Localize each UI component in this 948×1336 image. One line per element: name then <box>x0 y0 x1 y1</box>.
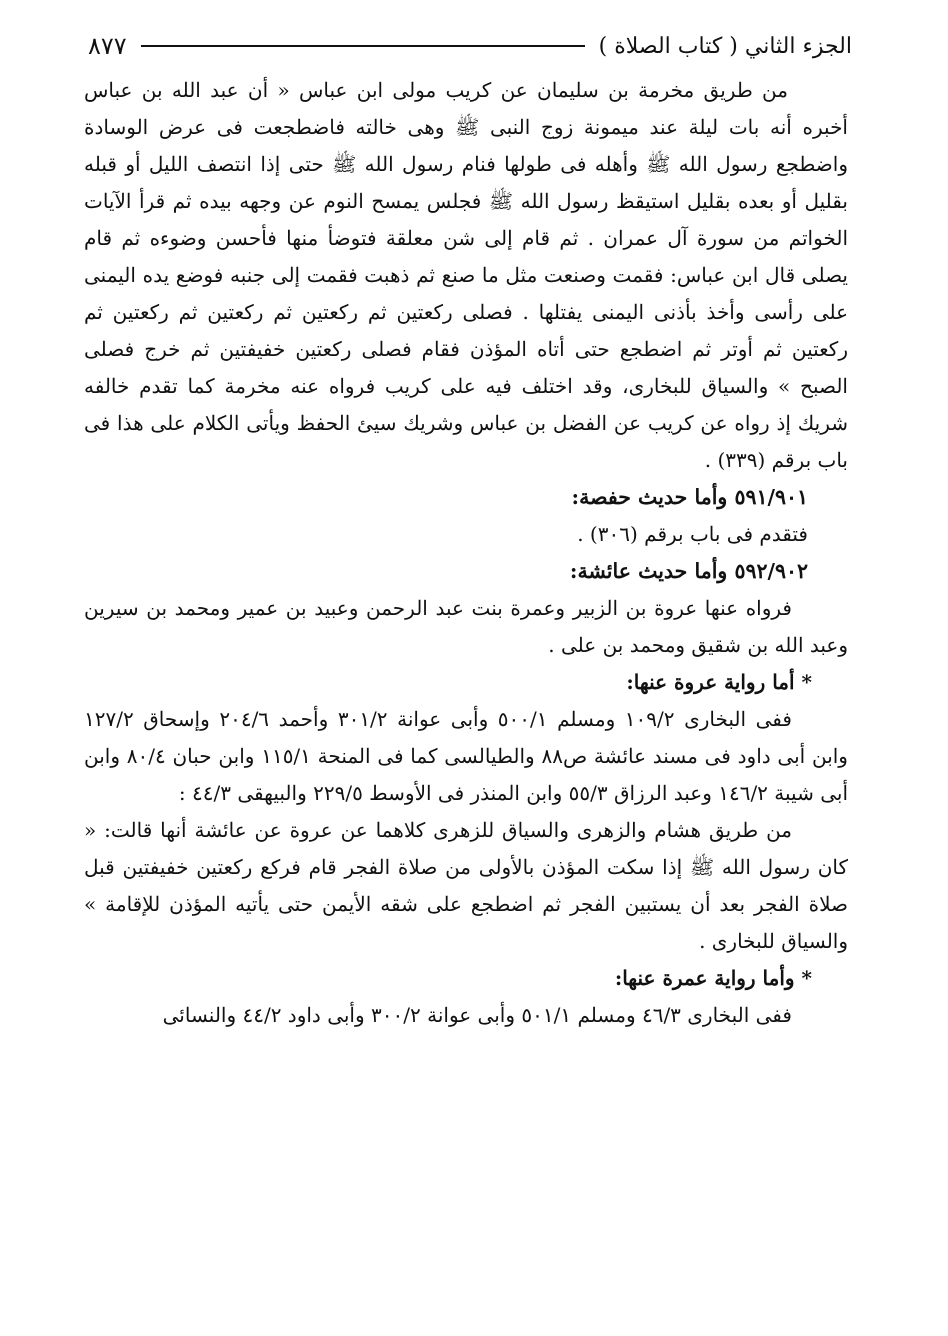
paragraph-urwa-text: من طريق هشام والزهرى والسياق للزهرى كلاهما عن عروة عن عائشة أنها قالت: « كان رسول الله ﷺ إذا سكت المؤذن بالأولى من صلاة الفجر قام فركع ركعتين خفيفتين قبل صلاة الفجر بعد أن يستبين الفجر ثم اضطجع على شقه الأيمن حتى يأتيه المؤذن للإقامة » والسياق للبخارى . <box>84 818 848 953</box>
paragraph-aisha-narrators: فرواه عنها عروة بن الزبير وعمرة بنت عبد الرحمن وعبيد بن عمير ومحمد بن سيرين وعبد الله بن شقيق ومحمد بن على . <box>84 596 848 657</box>
heading-hafsa: ٥٩١/٩٠١ وأما حديث حفصة: <box>571 485 808 509</box>
page-body <box>84 72 848 1034</box>
paragraph-amra-sources: ففى البخارى ٤٦/٣ ومسلم ٥٠١/١ وأبى عوانة ٣٠٠/٢ وأبى داود ٤٤/٢ والنسائى <box>162 1003 792 1027</box>
heading-urwa: * أما رواية عروة عنها: <box>626 670 812 694</box>
paragraph-hadith-ibn-abbas: من طريق مخرمة بن سليمان عن كريب مولى ابن عباس « أن عبد الله بن عباس أخبره أنه بات ليلة عند ميمونة زوج النبى ﷺ وهى خالته فاضطجعت فى عرض الوسادة واضطجع رسول الله ﷺ وأهله فى طولها فنام رسول الله ﷺ حتى إذا انتصف الليل أو قبله بقليل أو بعده بقليل استيقظ رسول الله ﷺ فجلس يمسح النوم عن وجهه بيده ثم قرأ الآيات الخواتم من سورة آل عمران . ثم قام إلى شن معلقة فتوضأ منها فأحسن وضوءه ثم قام يصلى قال ابن عباس: فقمت وصنعت مثل ما صنع ثم ذهبت فقمت إلى جنبه فوضع يده اليمنى على رأسى وأخذ بأذنى اليمنى يفتلها . فصلى ركعتين ثم ركعتين ثم ركعتين ثم ركعتين ثم ركعتين ثم أوتر ثم اضطجع حتى أتاه المؤذن فقام فصلى ركعتين خفيفتين ثم خرج فصلى الصبح » والسياق للبخارى، وقد اختلف فيه على كريب فرواه عنه مخرمة كما تقدم خالفه شريك إذ رواه عن كريب عن الفضل بن عباس وشريك سيئ الحفظ ويأتى الكلام على هذا فى باب برقم (٣٣٩) . <box>84 78 849 472</box>
page-number: ٨٧٧ <box>88 32 127 60</box>
paragraph-urwa-sources: ففى البخارى ١٠٩/٢ ومسلم ٥٠٠/١ وأبى عوانة ٣٠١/٢ وأحمد ٢٠٤/٦ وإسحاق ١٢٧/٢ وابن أبى داود فى مسند عائشة ص٨٨ والطيالسى كما فى المنحة ١١٥/١ وابن حبان ٨٠/٤ وابن أبى شيبة ١٤٦/٢ وعبد الرزاق ٥٥/٣ وابن المنذر فى الأوسط ٢٢٩/٥ والبيهقى ٤٤/٣ : <box>84 707 848 805</box>
header-rule <box>141 45 585 47</box>
page-header <box>88 28 852 64</box>
heading-amra: * وأما رواية عمرة عنها: <box>614 966 812 990</box>
running-title: الجزء الثاني ( كتاب الصلاة ) <box>598 33 852 59</box>
paragraph-hafsa: فتقدم فى باب برقم (٣٠٦) . <box>577 522 808 546</box>
heading-aisha: ٥٩٢/٩٠٢ وأما حديث عائشة: <box>569 559 808 583</box>
